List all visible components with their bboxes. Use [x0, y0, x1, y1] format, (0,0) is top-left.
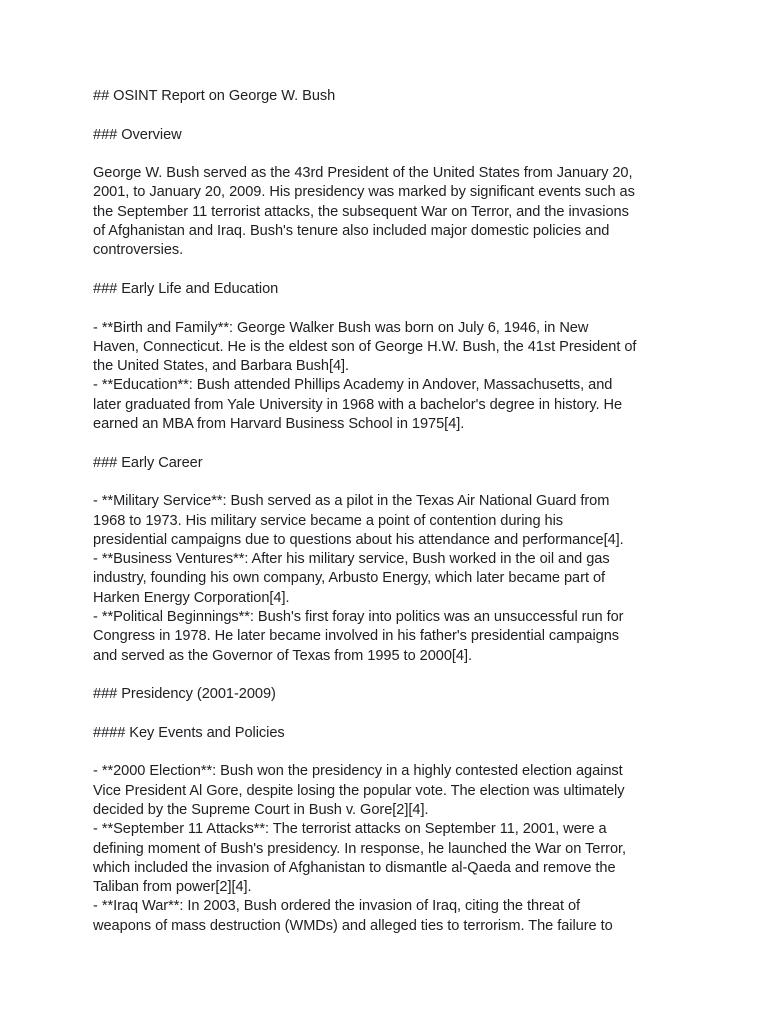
- early-life-line: Haven, Connecticut. He is the eldest son of George H.W. Bush, the 41st President of: [93, 338, 637, 355]
- overview-line: the September 11 terrorist attacks, the subsequent War on Terror, and the invasions: [93, 203, 629, 220]
- early-life-line: earned an MBA from Harvard Business School in 1975[4].: [93, 416, 465, 433]
- presidency-line: Taliban from power[2][4].: [93, 879, 252, 896]
- presidency-heading: ### Presidency (2001-2009): [93, 686, 276, 703]
- presidency-subheading: #### Key Events and Policies: [93, 724, 285, 741]
- early-career-line: Harken Energy Corporation[4].: [93, 589, 290, 606]
- overview-line: 2001, to January 20, 2009. His presidency was marked by significant events such as: [93, 184, 635, 201]
- presidency-line: - **2000 Election**: Bush won the presidency in a highly contested election against: [93, 763, 623, 780]
- presidency-line: defining moment of Bush's presidency. In response, he launched the War on Terror,: [93, 840, 627, 857]
- early-life-line: later graduated from Yale University in 1968 with a bachelor's degree in history. He: [93, 396, 623, 413]
- early-career-line: 1968 to 1973. His military service became a point of contention during his: [93, 512, 564, 529]
- spacer: [93, 434, 693, 453]
- early-career-heading: ### Early Career: [93, 454, 203, 471]
- early-career-line: - **Military Service**: Bush served as a pilot in the Texas Air National Guard from: [93, 493, 610, 510]
- presidency-line: weapons of mass destruction (WMDs) and alleged ties to terrorism. The failure to: [93, 917, 613, 934]
- presidency-line: - **September 11 Attacks**: The terrorist attacks on September 11, 2001, were a: [93, 821, 607, 838]
- spacer: [93, 473, 693, 492]
- overview-line: George W. Bush served as the 43rd President of the United States from January 20,: [93, 165, 633, 182]
- early-life-line: - **Education**: Bush attended Phillips Academy in Andover, Massachusetts, and: [93, 377, 613, 394]
- early-career-line: - **Business Ventures**: After his military service, Bush worked in the oil and gas: [93, 551, 610, 568]
- overview-line: of Afghanistan and Iraq. Bush's tenure also included major domestic policies and: [93, 223, 610, 240]
- early-career-line: presidential campaigns due to questions about his attendance and performance[4].: [93, 531, 624, 548]
- spacer: [93, 106, 693, 125]
- presidency-line: - **Iraq War**: In 2003, Bush ordered the invasion of Iraq, citing the threat of: [93, 898, 581, 915]
- spacer: [93, 261, 693, 280]
- spacer: [93, 666, 693, 685]
- spacer: [93, 705, 693, 724]
- presidency-line: which included the invasion of Afghanistan to dismantle al-Qaeda and remove the: [93, 859, 616, 876]
- overview-heading: ### Overview: [93, 126, 182, 143]
- early-life-line: the United States, and Barbara Bush[4].: [93, 358, 350, 375]
- presidency-line: decided by the Supreme Court in Bush v. Gore[2][4].: [93, 801, 429, 818]
- early-career-line: Congress in 1978. He later became involved in his father's presidential campaigns: [93, 628, 620, 645]
- presidency-line: Vice President Al Gore, despite losing the popular vote. The election was ultimately: [93, 782, 625, 799]
- overview-line: controversies.: [93, 242, 184, 259]
- spacer: [93, 743, 693, 762]
- early-career-line: - **Political Beginnings**: Bush's first foray into politics was an unsuccessful run for: [93, 609, 624, 626]
- early-life-line: - **Birth and Family**: George Walker Bush was born on July 6, 1946, in New: [93, 319, 589, 336]
- report-title: ## OSINT Report on George W. Bush: [93, 88, 336, 104]
- early-career-line: and served as the Governor of Texas from 1995 to 2000[4].: [93, 647, 472, 664]
- spacer: [93, 145, 693, 164]
- early-life-heading: ### Early Life and Education: [93, 280, 279, 297]
- early-career-line: industry, founding his own company, Arbusto Energy, which later became part of: [93, 570, 606, 587]
- spacer: [93, 299, 693, 318]
- document-body: [93, 87, 693, 936]
